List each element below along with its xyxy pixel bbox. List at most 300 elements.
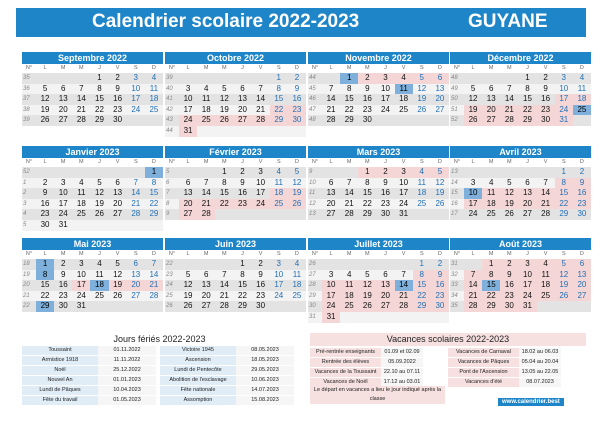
- weekday-header: D: [431, 64, 449, 73]
- day-cell: 18: [340, 291, 358, 302]
- day-cell: 24: [54, 209, 72, 220]
- weekday-header: L: [322, 158, 340, 167]
- weekday-header: V: [109, 64, 127, 73]
- weekday-header: L: [36, 64, 54, 73]
- day-cell: 8: [233, 270, 251, 281]
- empty-cell: [376, 259, 394, 270]
- day-cell: 3: [376, 73, 394, 84]
- day-cell: 29: [90, 115, 108, 126]
- day-cell: 21: [537, 199, 555, 210]
- day-cell: 9: [431, 270, 449, 281]
- day-cell: 13: [233, 94, 251, 105]
- day-cell: 15: [340, 94, 358, 105]
- day-cell: 2: [500, 259, 518, 270]
- ferie-date: 15.08.2023: [236, 396, 294, 405]
- vacances-date: 01.09 et 02.09: [381, 348, 423, 357]
- day-cell: 27: [233, 115, 251, 126]
- day-cell: 11: [270, 178, 288, 189]
- day-cell: 28: [197, 209, 215, 220]
- day-cell: 9: [358, 84, 376, 95]
- day-cell: 16: [54, 280, 72, 291]
- day-cell: 27: [431, 105, 449, 116]
- week-number: 52: [450, 115, 464, 126]
- day-cell: 6: [431, 73, 449, 84]
- month-calendar: [165, 146, 306, 220]
- day-cell: 4: [145, 73, 163, 84]
- week-number: 34: [450, 291, 464, 302]
- day-cell: 21: [197, 199, 215, 210]
- weekday-header: J: [376, 64, 394, 73]
- vacances-date: 17.12 au 03.01: [381, 378, 423, 387]
- empty-cell: [431, 115, 449, 126]
- day-cell: 15: [233, 280, 251, 291]
- empty-cell: [145, 115, 163, 126]
- week-number: 30: [308, 301, 322, 312]
- day-cell: 28: [537, 209, 555, 220]
- weekday-header: M: [72, 158, 90, 167]
- month-grid: [450, 250, 591, 312]
- day-cell: 30: [537, 115, 555, 126]
- day-cell: 5: [464, 84, 482, 95]
- day-cell: 19: [500, 199, 518, 210]
- week-number: 4: [22, 209, 36, 220]
- weekday-header: J: [376, 158, 394, 167]
- day-cell: 20: [54, 105, 72, 116]
- week-number: 9: [165, 209, 179, 220]
- day-cell: 17: [518, 280, 536, 291]
- week-number: 42: [165, 105, 179, 116]
- day-cell: 5: [413, 73, 431, 84]
- day-cell: 9: [500, 270, 518, 281]
- day-cell: 15: [215, 188, 233, 199]
- empty-cell: [197, 126, 215, 137]
- weekday-header: N°: [308, 64, 322, 73]
- day-cell: 18: [197, 105, 215, 116]
- weekday-header: M: [215, 64, 233, 73]
- weekday-header: D: [288, 158, 306, 167]
- day-cell: 21: [340, 199, 358, 210]
- weekday-header: V: [537, 158, 555, 167]
- month-grid: [165, 158, 306, 220]
- day-cell: 27: [127, 291, 145, 302]
- day-cell: 20: [197, 291, 215, 302]
- day-cell: 19: [464, 105, 482, 116]
- day-cell: 26: [215, 115, 233, 126]
- month-calendar: [450, 238, 591, 312]
- week-number: 2: [22, 188, 36, 199]
- empty-cell: [340, 167, 358, 178]
- month-grid: [165, 250, 306, 312]
- vacances-label: Vacances de Carnaval: [448, 348, 519, 357]
- day-cell: 1: [90, 73, 108, 84]
- day-cell: 28: [215, 301, 233, 312]
- day-cell: 31: [72, 301, 90, 312]
- empty-cell: [72, 167, 90, 178]
- day-cell: 21: [322, 105, 340, 116]
- website-link[interactable]: www.calendrier.best: [498, 398, 564, 406]
- day-cell: 15: [555, 188, 573, 199]
- day-cell: 9: [376, 178, 394, 189]
- month-calendar: [22, 52, 163, 126]
- vacances-date: 08.07.2023: [519, 378, 561, 387]
- empty-cell: [109, 301, 127, 312]
- day-cell: 6: [322, 178, 340, 189]
- weekday-header: M: [482, 64, 500, 73]
- day-cell: 26: [431, 199, 449, 210]
- weekday-header: V: [109, 250, 127, 259]
- empty-cell: [288, 126, 306, 137]
- day-cell: 13: [376, 280, 394, 291]
- vacances-label: Pré-rentrée enseignants: [310, 348, 381, 357]
- ferie-label: Lundi de Pâques: [22, 386, 98, 395]
- day-cell: 7: [537, 178, 555, 189]
- day-cell: 4: [537, 259, 555, 270]
- day-cell: 16: [252, 280, 270, 291]
- day-cell: 16: [573, 188, 591, 199]
- day-cell: 15: [482, 280, 500, 291]
- day-cell: 27: [322, 209, 340, 220]
- day-cell: 17: [395, 188, 413, 199]
- weekday-header: V: [252, 250, 270, 259]
- day-cell: 5: [109, 259, 127, 270]
- day-cell: 20: [179, 199, 197, 210]
- day-cell: 2: [537, 73, 555, 84]
- day-cell: 7: [145, 259, 163, 270]
- day-cell: 15: [145, 188, 163, 199]
- empty-cell: [358, 259, 376, 270]
- feries-table-right: [160, 346, 294, 405]
- week-number: 6: [165, 178, 179, 189]
- day-cell: 21: [127, 199, 145, 210]
- weekday-header: M: [215, 250, 233, 259]
- day-cell: 11: [288, 270, 306, 281]
- day-cell: 9: [36, 188, 54, 199]
- weekday-header: M: [358, 250, 376, 259]
- title-bar: [16, 8, 586, 37]
- day-cell: 19: [90, 199, 108, 210]
- week-number: 40: [165, 84, 179, 95]
- week-number: 48: [308, 115, 322, 126]
- day-cell: 26: [36, 115, 54, 126]
- weekday-header: M: [500, 250, 518, 259]
- day-cell: 21: [395, 291, 413, 302]
- week-number: 35: [450, 301, 464, 312]
- ferie-date: 01.01.2023: [98, 376, 156, 385]
- week-number: 22: [165, 259, 179, 270]
- week-number: 11: [308, 188, 322, 199]
- day-cell: 6: [482, 84, 500, 95]
- day-cell: 24: [252, 199, 270, 210]
- week-number: 21: [22, 291, 36, 302]
- day-cell: 14: [215, 280, 233, 291]
- month-grid: [308, 158, 449, 220]
- day-cell: 20: [322, 199, 340, 210]
- day-cell: 23: [252, 291, 270, 302]
- week-number: 49: [450, 84, 464, 95]
- week-number: 38: [22, 105, 36, 116]
- weekday-header: L: [464, 158, 482, 167]
- empty-cell: [90, 220, 108, 231]
- day-cell: 29: [555, 209, 573, 220]
- empty-cell: [431, 209, 449, 220]
- day-cell: 30: [500, 301, 518, 312]
- ferie-label: Assomption: [160, 396, 236, 405]
- empty-cell: [537, 301, 555, 312]
- day-cell: 22: [36, 291, 54, 302]
- day-cell: 22: [358, 199, 376, 210]
- day-cell: 13: [573, 270, 591, 281]
- day-cell: 10: [322, 280, 340, 291]
- empty-cell: [145, 301, 163, 312]
- day-cell: 28: [464, 301, 482, 312]
- week-number: 16: [450, 199, 464, 210]
- day-cell: 30: [288, 115, 306, 126]
- ferie-label: Fête nationale: [160, 386, 236, 395]
- day-cell: 13: [518, 188, 536, 199]
- day-cell: 21: [72, 105, 90, 116]
- vacances-panel: [310, 333, 586, 387]
- week-number: 15: [450, 188, 464, 199]
- day-cell: 24: [376, 105, 394, 116]
- empty-cell: [127, 220, 145, 231]
- month-grid: [308, 250, 449, 323]
- month-grid: [22, 158, 163, 231]
- weekday-header: J: [518, 158, 536, 167]
- day-cell: 5: [555, 259, 573, 270]
- day-cell: 9: [573, 178, 591, 189]
- empty-cell: [233, 73, 251, 84]
- day-cell: 12: [500, 188, 518, 199]
- vacances-table-left: [310, 348, 423, 387]
- day-cell: 4: [395, 73, 413, 84]
- day-cell: 11: [340, 280, 358, 291]
- weekday-header: V: [109, 158, 127, 167]
- day-cell: 7: [197, 178, 215, 189]
- weekday-header: J: [90, 64, 108, 73]
- weekday-header: L: [322, 64, 340, 73]
- day-cell: 4: [340, 270, 358, 281]
- ferie-date: 29.05.2023: [236, 366, 294, 375]
- day-cell: 14: [322, 94, 340, 105]
- region-label: GUYANE: [468, 11, 548, 32]
- vacances-date: 05.04 au 20.04: [519, 358, 561, 367]
- day-cell: 15: [518, 94, 536, 105]
- empty-cell: [464, 259, 482, 270]
- day-cell: 5: [36, 84, 54, 95]
- week-number: 26: [165, 301, 179, 312]
- empty-cell: [109, 220, 127, 231]
- ferie-date: 10.04.2023: [98, 386, 156, 395]
- day-cell: 2: [252, 259, 270, 270]
- day-cell: 18: [395, 94, 413, 105]
- empty-cell: [376, 312, 394, 323]
- empty-cell: [215, 209, 233, 220]
- day-cell: 27: [482, 115, 500, 126]
- day-cell: 14: [395, 280, 413, 291]
- ferie-label: Noël: [22, 366, 98, 375]
- day-cell: 23: [358, 105, 376, 116]
- day-cell: 4: [72, 178, 90, 189]
- day-cell: 25: [482, 209, 500, 220]
- day-cell: 16: [233, 188, 251, 199]
- day-cell: 6: [179, 178, 197, 189]
- day-cell: 22: [270, 105, 288, 116]
- ferie-date: 01.11.2022: [98, 346, 156, 355]
- day-cell: 1: [270, 73, 288, 84]
- month-calendar: [165, 238, 306, 312]
- empty-cell: [573, 115, 591, 126]
- week-number: 51: [450, 105, 464, 116]
- weekday-header: S: [413, 64, 431, 73]
- day-cell: 3: [322, 270, 340, 281]
- ferie-label: Nouvel An: [22, 376, 98, 385]
- day-cell: 20: [127, 280, 145, 291]
- vacances-label: Vacances de Noël: [310, 378, 381, 387]
- week-number: 22: [22, 301, 36, 312]
- day-cell: 18: [270, 188, 288, 199]
- vacances-label: Vacances de la Toussaint: [310, 368, 381, 377]
- day-cell: 7: [127, 178, 145, 189]
- day-cell: 19: [215, 105, 233, 116]
- day-cell: 5: [288, 167, 306, 178]
- day-cell: 3: [179, 84, 197, 95]
- empty-cell: [215, 73, 233, 84]
- day-cell: 8: [413, 270, 431, 281]
- weekday-header: S: [413, 250, 431, 259]
- month-title: Mars 2023: [308, 146, 449, 158]
- day-cell: 12: [555, 270, 573, 281]
- day-cell: 17: [376, 94, 394, 105]
- day-cell: 9: [537, 84, 555, 95]
- week-number: 39: [165, 73, 179, 84]
- day-cell: 2: [431, 259, 449, 270]
- month-calendar: [450, 146, 591, 220]
- weekday-header: M: [54, 158, 72, 167]
- day-cell: 3: [464, 178, 482, 189]
- day-cell: 10: [252, 178, 270, 189]
- day-cell: 19: [358, 291, 376, 302]
- weekday-header: L: [179, 250, 197, 259]
- day-cell: 6: [127, 259, 145, 270]
- day-cell: 11: [90, 270, 108, 281]
- month-title: Août 2023: [450, 238, 591, 250]
- day-cell: 3: [270, 259, 288, 270]
- day-cell: 23: [537, 105, 555, 116]
- week-number: 3: [22, 199, 36, 210]
- day-cell: 13: [109, 188, 127, 199]
- day-cell: 20: [482, 105, 500, 116]
- day-cell: 30: [376, 209, 394, 220]
- day-cell: 30: [36, 220, 54, 231]
- week-number: 43: [165, 115, 179, 126]
- day-cell: 3: [54, 178, 72, 189]
- week-number: 23: [165, 270, 179, 281]
- day-cell: 30: [54, 301, 72, 312]
- day-cell: 9: [233, 178, 251, 189]
- week-number: 12: [308, 199, 322, 210]
- day-cell: 5: [358, 270, 376, 281]
- week-number: 45: [308, 84, 322, 95]
- day-cell: 31: [555, 115, 573, 126]
- weekday-header: D: [573, 158, 591, 167]
- weekday-header: N°: [450, 64, 464, 73]
- weekday-header: D: [431, 158, 449, 167]
- weekday-header: M: [358, 64, 376, 73]
- month-title: Janvier 2023: [22, 146, 163, 158]
- day-cell: 16: [288, 94, 306, 105]
- weekday-header: N°: [165, 250, 179, 259]
- day-cell: 10: [555, 84, 573, 95]
- empty-cell: [54, 73, 72, 84]
- empty-cell: [322, 167, 340, 178]
- day-cell: 2: [288, 73, 306, 84]
- weekday-header: V: [252, 158, 270, 167]
- empty-cell: [127, 301, 145, 312]
- day-cell: 31: [179, 126, 197, 137]
- day-cell: 15: [36, 280, 54, 291]
- day-cell: 16: [358, 94, 376, 105]
- day-cell: 14: [464, 280, 482, 291]
- empty-cell: [482, 73, 500, 84]
- vacances-label: Vacances d'été: [448, 378, 519, 387]
- empty-cell: [233, 209, 251, 220]
- day-cell: 10: [54, 188, 72, 199]
- week-number: 33: [450, 280, 464, 291]
- day-cell: 4: [270, 167, 288, 178]
- weekday-header: V: [537, 250, 555, 259]
- day-cell: 29: [482, 301, 500, 312]
- week-number: 10: [308, 178, 322, 189]
- ferie-date: 18.05.2023: [236, 356, 294, 365]
- weekday-header: M: [482, 250, 500, 259]
- day-cell: 28: [500, 115, 518, 126]
- day-cell: 8: [340, 84, 358, 95]
- day-cell: 25: [573, 105, 591, 116]
- day-cell: 1: [233, 259, 251, 270]
- day-cell: 19: [555, 280, 573, 291]
- day-cell: 27: [54, 115, 72, 126]
- day-cell: 1: [555, 167, 573, 178]
- week-number: 29: [308, 291, 322, 302]
- empty-cell: [179, 167, 197, 178]
- day-cell: 28: [72, 115, 90, 126]
- day-cell: 16: [500, 280, 518, 291]
- day-cell: 20: [431, 94, 449, 105]
- day-cell: 18: [288, 280, 306, 291]
- weekday-header: J: [518, 250, 536, 259]
- day-cell: 29: [413, 301, 431, 312]
- day-cell: 27: [376, 301, 394, 312]
- week-number: 19: [22, 270, 36, 281]
- day-cell: 20: [573, 280, 591, 291]
- day-cell: 12: [431, 178, 449, 189]
- day-cell: 8: [518, 84, 536, 95]
- weekday-header: N°: [22, 64, 36, 73]
- day-cell: 31: [518, 301, 536, 312]
- day-cell: 25: [288, 291, 306, 302]
- weekday-header: M: [72, 250, 90, 259]
- day-cell: 10: [72, 270, 90, 281]
- month-calendar: [308, 238, 449, 323]
- day-cell: 16: [109, 94, 127, 105]
- month-title: Juillet 2023: [308, 238, 449, 250]
- month-grid: [308, 64, 449, 126]
- day-cell: 21: [252, 105, 270, 116]
- day-cell: 30: [573, 209, 591, 220]
- weekday-header: L: [464, 250, 482, 259]
- day-cell: 8: [145, 178, 163, 189]
- weekday-header: S: [127, 158, 145, 167]
